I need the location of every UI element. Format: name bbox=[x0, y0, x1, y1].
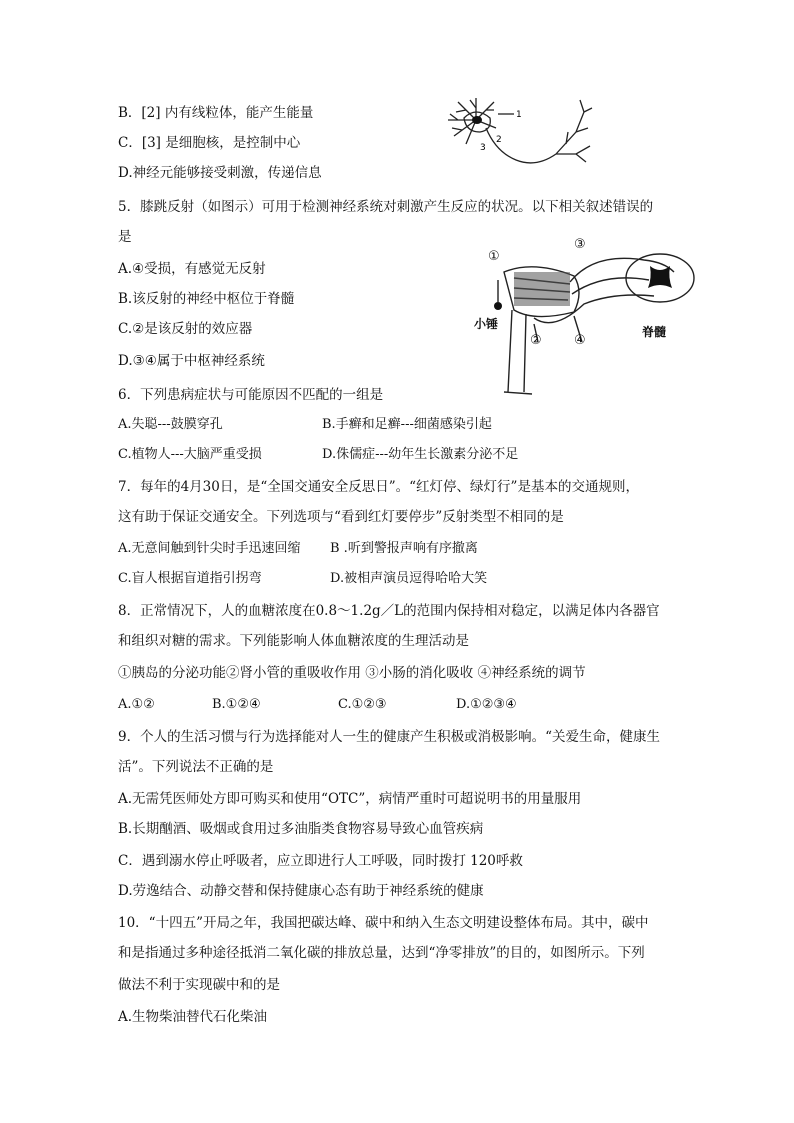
nucleus-mark bbox=[472, 116, 482, 124]
q8-option-a: A.①② bbox=[118, 697, 155, 712]
q5-option-c: C.②是该反射的效应器 bbox=[118, 321, 253, 337]
q4-option-c: C．[3] 是细胞核，是控制中心 bbox=[118, 135, 301, 151]
neuron-figure bbox=[436, 92, 596, 182]
q6-option-a: A.失聪---鼓膜穿孔 bbox=[118, 417, 223, 432]
q6-option-b: B.手癣和足癣---细菌感染引起 bbox=[322, 417, 492, 432]
q5-option-d: D.③④属于中枢神经系统 bbox=[118, 353, 265, 369]
q7-option-a: A.无意间触到针尖时手迅速回缩 bbox=[118, 541, 301, 556]
neuron-label-1: 1 bbox=[516, 110, 522, 120]
q8-items: ①胰岛的分泌功能②肾小管的重吸收作用 ③小肠的消化吸收 ④神经系统的调节 bbox=[118, 665, 586, 681]
thigh-muscle-shade bbox=[514, 272, 570, 306]
q4-option-d: D.神经元能够接受刺激，传递信息 bbox=[118, 165, 322, 181]
q5-option-a: A.④受损，有感觉无反射 bbox=[118, 261, 266, 277]
q5-option-b: B.该反射的神经中枢位于脊髓 bbox=[118, 291, 295, 307]
q4-option-b: B．[2] 内有线粒体，能产生能量 bbox=[118, 105, 314, 121]
q8-stem-line2: 和组织对糖的需求。下列能影响人体血糖浓度的生理活动是 bbox=[118, 633, 469, 649]
knee-jerk-reflex-figure bbox=[474, 232, 704, 400]
reflex-label-2: ② bbox=[530, 333, 542, 348]
q8-option-b: B.①②④ bbox=[212, 697, 261, 712]
q7-option-d: D.被相声演员逗得哈哈大笑 bbox=[330, 571, 488, 586]
reflex-label-3: ③ bbox=[574, 237, 586, 252]
q6-option-d: D.侏儒症---幼年生长激素分泌不足 bbox=[322, 447, 519, 462]
q7-option-c: C.盲人根据盲道指引拐弯 bbox=[118, 571, 262, 586]
q7-stem-line2: 这有助于保证交通安全。下列选项与“看到红灯要停步”反射类型不相同的是 bbox=[118, 509, 564, 525]
q7-stem-line1: 7．每年的4月30日，是“全国交通安全反思日”。“红灯停、绿灯行”是基本的交通规则， bbox=[118, 479, 639, 495]
q8-option-d: D.①②③④ bbox=[456, 697, 517, 712]
spinal-gray-matter bbox=[648, 266, 672, 288]
hammer-label: 小锤 bbox=[474, 317, 499, 331]
q10-stem-line1: 10．“十四五”开局之年，我国把碳达峰、碳中和纳入生态文明建设整体布局。其中，碳中 bbox=[118, 915, 649, 931]
q5-stem-line1: 5．膝跳反射（如图示）可用于检测神经系统对刺激产生反应的状况。以下相关叙述错误的 bbox=[118, 199, 654, 215]
q9-stem-line1: 9．个人的生活习惯与行为选择能对人一生的健康产生积极或消极影响。“关爱生命，健康生 bbox=[118, 729, 660, 745]
q8-option-c: C.①②③ bbox=[338, 697, 387, 712]
q9-option-c: C．遇到溺水停止呼吸者，应立即进行人工呼吸，同时拨打 120呼救 bbox=[118, 853, 523, 869]
q9-option-b: B.长期酗酒、吸烟或食用过多油脂类食物容易导致心血管疾病 bbox=[118, 821, 484, 837]
q8-stem-line1: 8．正常情况下，人的血糖浓度在0.8～1.2g／L的范围内保持相对稳定，以满足体内各器官 bbox=[118, 603, 660, 619]
spinal-cord-label: 脊髓 bbox=[642, 325, 667, 339]
q10-stem-line2: 和是指通过多种途径抵消二氧化碳的排放总量，达到“净零排放”的目的，如图所示。下列 bbox=[118, 945, 645, 961]
q5-stem-line2: 是 bbox=[118, 229, 132, 245]
q9-option-d: D.劳逸结合、动静交替和保持健康心态有助于神经系统的健康 bbox=[118, 883, 484, 899]
q6-stem: 6．下列患病症状与可能原因不匹配的一组是 bbox=[118, 387, 384, 403]
q9-stem-line2: 活”。下列说法不正确的是 bbox=[118, 759, 274, 775]
q9-option-a: A.无需凭医师处方即可购买和使用“OTC”，病情严重时可超说明书的用量服用 bbox=[118, 791, 582, 807]
q10-stem-line3: 做法不利于实现碳中和的是 bbox=[118, 977, 280, 993]
q6-option-c: C.植物人---大脑严重受损 bbox=[118, 447, 262, 462]
q10-option-a: A.生物柴油替代石化柴油 bbox=[118, 1009, 268, 1025]
neuron-label-2: 2 bbox=[496, 135, 502, 145]
hammer-head bbox=[494, 302, 502, 310]
reflex-label-4: ④ bbox=[574, 333, 586, 348]
q7-option-b: B .听到警报声响有序撤离 bbox=[330, 541, 478, 556]
neuron-label-3: 3 bbox=[480, 143, 486, 153]
reflex-label-1: ① bbox=[488, 249, 500, 264]
